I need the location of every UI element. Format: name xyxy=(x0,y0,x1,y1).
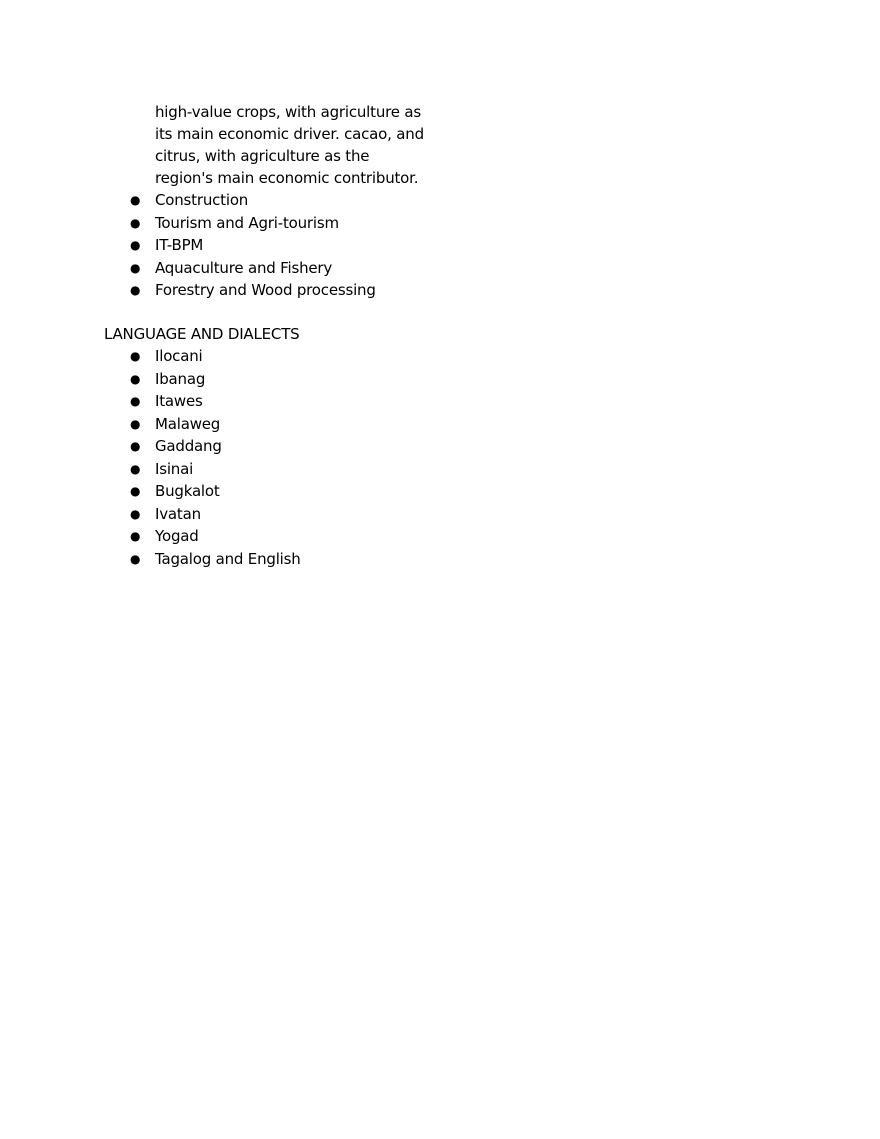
list-item-text: Yogad xyxy=(155,527,199,545)
list-item xyxy=(104,234,444,257)
continued-paragraph xyxy=(155,101,430,189)
bullet-icon: ● xyxy=(130,215,141,230)
list-item xyxy=(104,480,444,503)
list-item xyxy=(104,345,444,368)
list-item-text: IT-BPM xyxy=(155,236,204,254)
bullet-icon: ● xyxy=(130,551,141,566)
list-item-text: Forestry and Wood processing xyxy=(155,281,376,299)
document-content xyxy=(104,101,444,570)
list-item-text: Malaweg xyxy=(155,414,221,433)
list-item xyxy=(104,435,444,458)
list-item xyxy=(104,413,444,436)
section-heading-language: LANGUAGE AND DIALECTS xyxy=(104,324,300,343)
bullet-icon: ● xyxy=(130,371,141,386)
bullet-icon: ● xyxy=(130,349,141,363)
list-item-text: Ivatan xyxy=(155,504,201,523)
list-item-text: Tagalog and English xyxy=(155,549,301,568)
list-item-text: Tourism and Agri-tourism xyxy=(155,213,339,232)
industries-list xyxy=(104,189,444,302)
bullet-icon: ● xyxy=(130,461,141,476)
list-item xyxy=(104,503,444,526)
bullet-icon: ● xyxy=(130,394,141,408)
bullet-icon: ● xyxy=(130,506,141,521)
list-item xyxy=(104,368,444,391)
list-item-text: Gaddang xyxy=(155,437,222,455)
bullet-icon: ● xyxy=(130,529,141,543)
paragraph-line: its main economic driver. cacao, and xyxy=(155,125,424,143)
list-item-text: Ibanag xyxy=(155,369,206,388)
bullet-icon: ● xyxy=(130,416,141,431)
list-item-text: Ilocani xyxy=(155,347,203,365)
paragraph-line: high-value crops, with agriculture as xyxy=(155,103,421,121)
paragraph-line: citrus, with agriculture as the xyxy=(155,147,370,165)
list-item xyxy=(104,257,444,280)
list-item xyxy=(104,458,444,481)
list-item xyxy=(104,525,444,548)
list-item-text: Aquaculture and Fishery xyxy=(155,258,333,277)
list-item-text: Itawes xyxy=(155,392,203,410)
bullet-icon: ● xyxy=(130,484,141,498)
list-item-text: Isinai xyxy=(155,459,194,478)
list-item xyxy=(104,212,444,235)
list-item xyxy=(104,279,444,302)
bullet-icon: ● xyxy=(130,283,141,297)
languages-list xyxy=(104,345,444,570)
list-item xyxy=(104,548,444,571)
list-item-text: Construction xyxy=(155,191,249,209)
list-item-text: Bugkalot xyxy=(155,482,220,500)
bullet-icon: ● xyxy=(130,439,141,453)
list-item xyxy=(104,189,444,212)
bullet-icon: ● xyxy=(130,193,141,207)
bullet-icon: ● xyxy=(130,238,141,252)
bullet-icon: ● xyxy=(130,260,141,275)
paragraph-line: region's main economic contributor. xyxy=(155,169,419,187)
list-item xyxy=(104,390,444,413)
